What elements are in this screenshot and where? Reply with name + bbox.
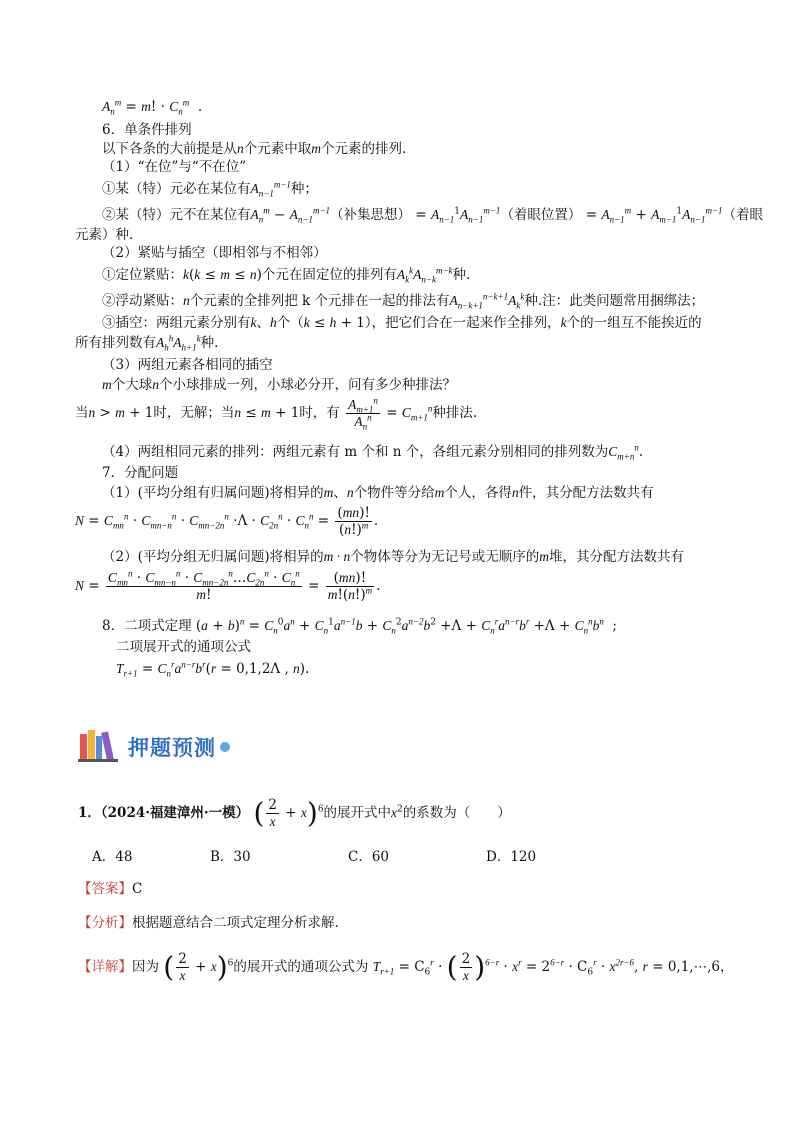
detail-label: 【详解】 [78,959,132,975]
subsection-2: （2）紧贴与插空（即相邻与不相邻） [102,245,327,261]
section-7-heading: 7．分配问题 [102,465,179,481]
item-floating-adjacent: ②浮动紧贴：n个元素的全排列把 k 个元排在一起的排法有$A_{n-k+1}^{n-k+1}A_k^k$种.注：此类问题常用捆绑法； [102,291,705,311]
formula-line: $A_n^m = m$! · $C_n^m$ . [102,97,203,117]
item-fixed-adjacent: ①定位紧贴：k(k ≤ m ≤ n)个元在固定位的排列有$A_k^kA_{n-k}^{m-k}$种. [102,265,471,285]
item-gap-insert-cont: 所有排列数有$A_h^hA_{h+1}^k$种. [75,333,219,353]
general-term-formula: $T_{r+1} = C_n^ra^{n-r}b^r(r = 0,1,2\Lambda$ , n). [116,659,310,679]
case-2: ②某（特）元不在某位有$A_n^m - A_{n-1}^{m-1}$（补集思想） = $A_{n-1}^1A_{n-1}^{m-1}$（着眼位置） = $A_{n-1}^m + A_{m-1}^1A_{n-1}^{m-1}$（着眼 [102,205,764,225]
section-8-heading: 8．二项式定理 $(a + b)^n = C_n^0a^n + C_n^1a^{n-1}b + C_n^2a^{n-2}b^2 +\Lambda + C_n^ra^{n-r}b^r +\Lambda + C_n^nb^n$ ; [102,616,617,636]
question-1: 1．（2024·福建漳州·一模） ( $\frac{2}{x}$ + x)$^6$的展开式中$x^2$的系数为（ ） [78,796,511,830]
subsection-3: （3）两组元素各相同的插空 [102,357,273,373]
case-2-cont: 元素）种. [75,227,134,243]
option-c: C．60 [348,849,390,865]
subsection-4: （4）两组相同元素的排列：两组元素有 m 个和 n 个，各组元素分别相同的排列数为$C_{m+n}^n$. [102,442,644,462]
option-b: B．30 [210,849,251,865]
section-8-term-heading: 二项展开式的通项公式 [116,639,251,655]
option-d: D．120 [486,849,537,865]
analysis-label: 【分析】 [78,915,132,931]
item-gap-insert: ③插空：两组元素分别有k、h个（k ≤ h + 1），把它们合在一起来作全排列，k个的一组互不能挨近的 [102,315,702,331]
formula-grouped: $N = C_{mn}^n \cdot C_{mn-n}^n \cdot C_{mn-2n}^n \cdot\Lambda \cdot C_{2n}^n \cdot C_n^n$ = $\frac{(mn)!}{(n!)^m}$ . [75,505,379,538]
section-7-p1: （1）(平均分组有归属问题)将相异的m、n个物件等分给m个人，各得n件，其分配方法数共有 [102,485,654,501]
banner-title: 押题预测 [128,736,216,760]
section-6-intro: 以下各条的大前提是从n个元素中取m个元素的排列. [102,141,407,157]
fraction: $\frac{A_{m+1}^n}{A_n^n}$ [348,395,378,432]
section-6-heading: 6．单条件排列 [102,122,192,138]
section-banner [78,728,230,766]
subsection-1: （1）“在位”与“不在位” [102,159,247,175]
banner-dot [220,742,230,752]
books-icon [78,728,122,766]
ball-question: m个大球n个小球排成一列，小球必分开，问有多少种排法？ [102,377,456,393]
formula-ungrouped: N = $\frac{C_{mn}^n \cdot C_{mn-n}^n \cdot C_{mn-2n}^n\dots C_{2n}^n \cdot C_n^n}{m!}$ = $\frac{(mn)!}{m!(n!)^m}$ . [75,568,381,603]
case-1: ①某（特）元必在某位有$A_{n-1}^{m-1}$种； [102,179,318,199]
ball-answer: 当n > m + 1时，无解；当n ≤ m + 1时，有 $\frac{A_{m+1}^n}{A_n^n}$ = $C_{m+1}^n$种排法. [75,395,478,432]
section-7-p2: （2）(平均分组无归属问题)将相异的m · n个物体等分为无记号或无顺序的m堆，其分配方法数共有 [102,549,684,565]
analysis-line: 【分析】根据题意结合二项式定理分析求解. [78,915,339,931]
detail-line: 【详解】因为 ( $\frac{2}{x}$ + x)$^6$的展开式的通项公式为 $T_{r+1} = C_6^r$ · ( $\frac{2}{x}$ )$^{6-r} \cdot x^r = 2^{6-r} \cdot C_6^r \cdot x^{2r-6}$, r = 0,1,⋯,6， [78,950,734,984]
answer-label: 【答案】 [78,881,132,897]
answer-line: 【答案】C [78,881,143,897]
option-a: A．48 [92,849,133,865]
